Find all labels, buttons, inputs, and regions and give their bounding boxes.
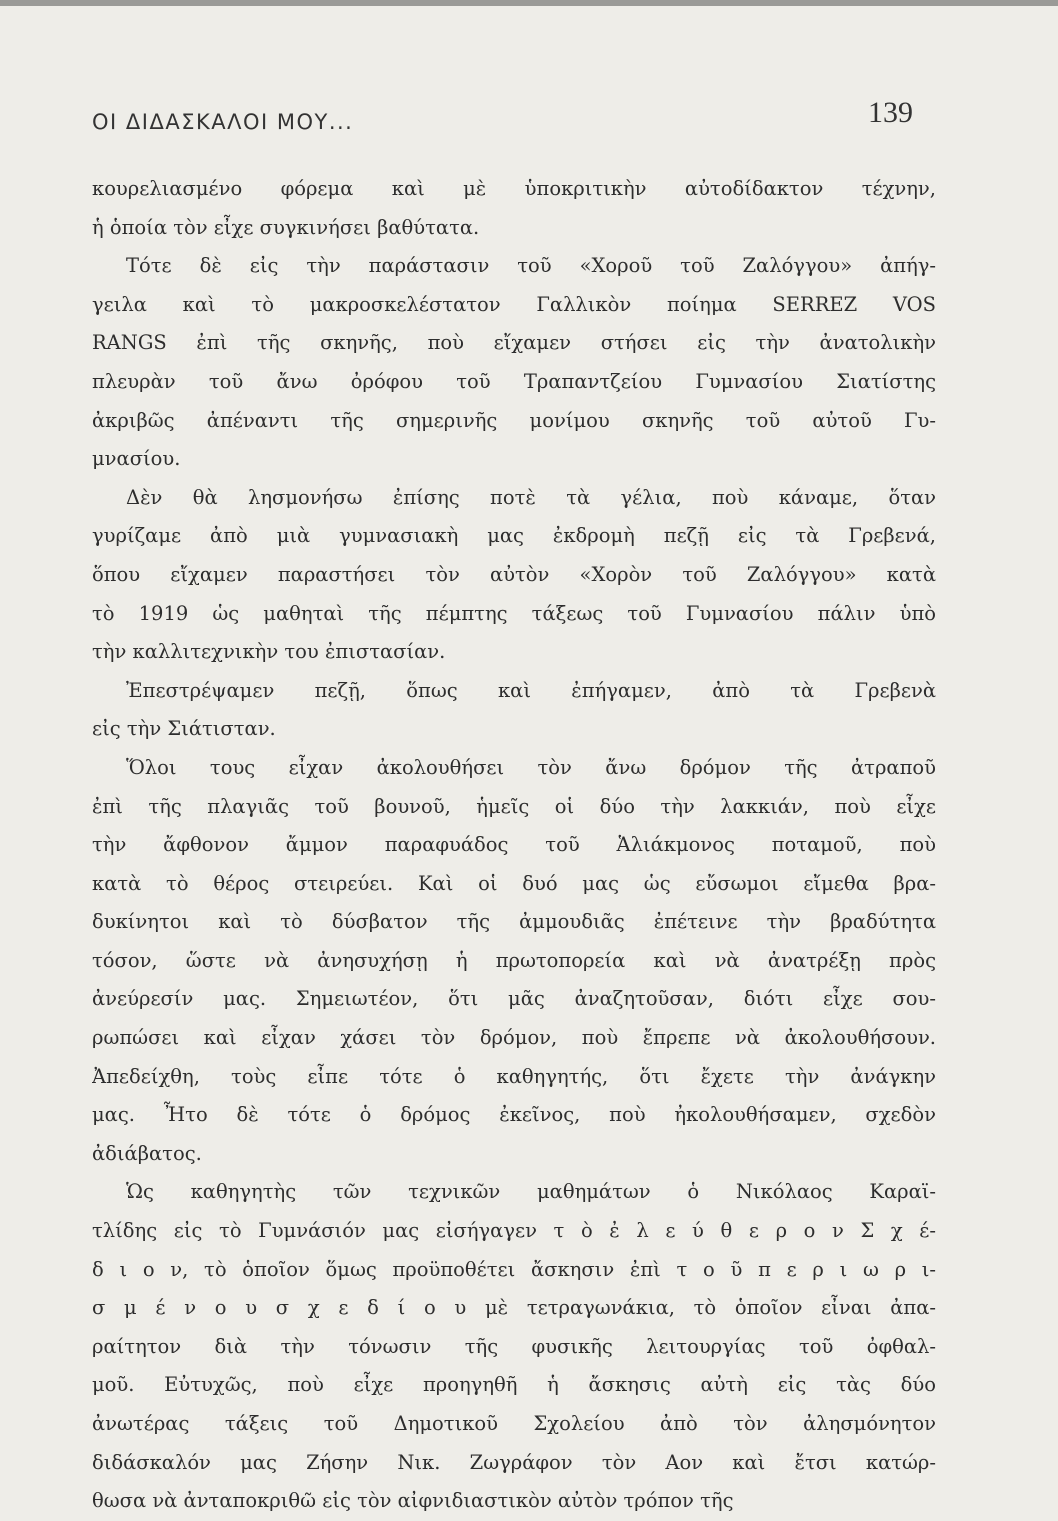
text-line: θωσα νὰ ἀνταποκριθῶ εἰς τὸν αἰφνιδιαστικὸν αὐτὸν τρόπον τῆς bbox=[92, 1489, 734, 1513]
text-line: Ἀπεδείχθη, τοὺς εἶπε τότε ὁ καθηγητής, ὅτι ἔχετε τὴν ἀνάγκην bbox=[92, 1064, 936, 1088]
text-line: τλίδης εἰς τὸ Γυμνάσιόν μας εἰσήγαγεν τ ὸ ἐ λ ε ύ θ ε ρ ο ν Σ χ έ- bbox=[92, 1219, 936, 1243]
paragraph bbox=[92, 479, 936, 672]
text-line: γειλα καὶ τὸ μακροσκελέστατον Γαλλικὸν ποίημα SERREZ VOS bbox=[92, 292, 936, 316]
text-line: πλευρὰν τοῦ ἄνω ὀρόφου τοῦ Τραπαντζείου Γυμνασίου Σιατίστης bbox=[92, 369, 936, 393]
running-title: ΟΙ ΔΙΔΑΣΚΑΛΟΙ ΜΟΥ... bbox=[92, 110, 354, 134]
text-line: τὸ 1919 ὡς μαθηταὶ τῆς πέμπτης τάξεως τοῦ Γυμνασίου πάλιν ὑπὸ bbox=[92, 601, 936, 625]
text-line: ἀνεύρεσίν μας. Σημειωτέον, ὅτι μᾶς ἀναζητοῦσαν, διότι εἶχε σου- bbox=[92, 987, 936, 1011]
paragraph bbox=[92, 672, 936, 749]
text-line: μοῦ. Εὐτυχῶς, ποὺ εἶχε προηγηθῆ ἡ ἄσκησις αὐτὴ εἰς τὰς δύο bbox=[92, 1373, 936, 1397]
text-line: RANGS ἐπὶ τῆς σκηνῆς, ποὺ εἴχαμεν στήσει εἰς τὴν ἀνατολικὴν bbox=[92, 331, 936, 355]
paragraph bbox=[92, 1173, 936, 1520]
text-line: τὴν καλλιτεχνικὴν του ἐπιστασίαν. bbox=[92, 640, 446, 664]
text-line: ἀκριβῶς ἀπέναντι τῆς σημερινῆς μονίμου σκηνῆς τοῦ αὐτοῦ Γυ- bbox=[92, 408, 936, 432]
paragraph bbox=[92, 247, 936, 479]
text-line: ὅπου εἴχαμεν παραστήσει τὸν αὐτὸν «Χορὸν τοῦ Ζαλόγγου» κατὰ bbox=[92, 562, 936, 586]
text-line: ἐπὶ τῆς πλαγιᾶς τοῦ βουνοῦ, ἡμεῖς οἱ δύο τὴν λακκιάν, ποὺ εἶχε bbox=[92, 794, 936, 818]
text-line: διδάσκαλόν μας Ζήσην Νικ. Ζωγράφον τὸν Αον καὶ ἔτσι κατώρ- bbox=[92, 1450, 936, 1474]
text-line: ἀδιάβατος. bbox=[92, 1141, 202, 1165]
text-line: Ὡς καθηγητὴς τῶν τεχνικῶν μαθημάτων ὁ Νικόλαος Καραϊ- bbox=[126, 1180, 936, 1204]
text-line: Τότε δὲ εἰς τὴν παράστασιν τοῦ «Χοροῦ τοῦ Ζαλόγγου» ἀπήγ- bbox=[126, 254, 936, 278]
text-line: σ μ έ ν ο υ σ χ ε δ ί ο υ μὲ τετραγωνάκια, τὸ ὁποῖον εἶναι ἀπα- bbox=[92, 1296, 936, 1320]
page-number: 139 bbox=[868, 96, 913, 129]
text-line: εἰς τὴν Σιάτισταν. bbox=[92, 717, 276, 741]
body-text bbox=[92, 170, 936, 1521]
text-line: μας. Ἦτο δὲ τότε ὁ δρόμος ἐκεῖνος, ποὺ ἠκολουθήσαμεν, σχεδὸν bbox=[92, 1103, 936, 1127]
text-line: ρωπώσει καὶ εἶχαν χάσει τὸν δρόμον, ποὺ ἔπρεπε νὰ ἀκολουθήσουν. bbox=[92, 1026, 936, 1050]
text-line: δυκίνητοι καὶ τὸ δύσβατον τῆς ἀμμουδιᾶς ἐπέτεινε τὴν βραδύτητα bbox=[92, 910, 936, 934]
text-line: κατὰ τὸ θέρος στειρεύει. Καὶ οἱ δυό μας ὡς εὔσωμοι εἴμεθα βρα- bbox=[92, 871, 936, 895]
text-line: τόσον, ὥστε νὰ ἀνησυχήσῃ ἡ πρωτοπορεία καὶ νὰ ἀνατρέξῃ πρὸς bbox=[92, 948, 936, 972]
text-line: δ ι ο ν, τὸ ὁποῖον ὅμως προϋποθέτει ἄσκησιν ἐπὶ τ ο ῦ π ε ρ ι ω ρ ι- bbox=[92, 1257, 936, 1281]
text-line: μνασίου. bbox=[92, 447, 181, 471]
text-line: τὴν ἄφθονον ἄμμον παραφυάδος τοῦ Ἁλιάκμονος ποταμοῦ, ποὺ bbox=[92, 833, 936, 857]
text-line: ἡ ὁποία τὸν εἶχε συγκινήσει βαθύτατα. bbox=[92, 215, 480, 239]
text-line: ἀνωτέρας τάξεις τοῦ Δημοτικοῦ Σχολείου ἀπὸ τὸν ἀλησμόνητον bbox=[92, 1412, 936, 1435]
text-line: γυρίζαμε ἀπὸ μιὰ γυμνασιακὴ μας ἐκδρομὴ πεζῇ εἰς τὰ Γρεβενά, bbox=[92, 524, 936, 548]
text-line: Ἐπεστρέψαμεν πεζῇ, ὅπως καὶ ἐπήγαμεν, ἀπὸ τὰ Γρεβενὰ bbox=[126, 678, 936, 702]
text-line: Ὅλοι τους εἶχαν ἀκολουθήσει τὸν ἄνω δρόμον τῆς ἀτραποῦ bbox=[126, 755, 936, 779]
paragraph bbox=[92, 170, 936, 247]
text-line: κουρελιασμένο φόρεμα καὶ μὲ ὑποκριτικὴν αὐτοδίδακτον τέχνην, bbox=[92, 177, 936, 200]
text-line: Δὲν θὰ λησμονήσω ἐπίσης ποτὲ τὰ γέλια, ποὺ κάναμε, ὅταν bbox=[126, 485, 936, 509]
text-line: ραίτητον διὰ τὴν τόνωσιν τῆς φυσικῆς λειτουργίας τοῦ ὀφθαλ- bbox=[92, 1334, 936, 1358]
paragraph bbox=[92, 749, 936, 1174]
